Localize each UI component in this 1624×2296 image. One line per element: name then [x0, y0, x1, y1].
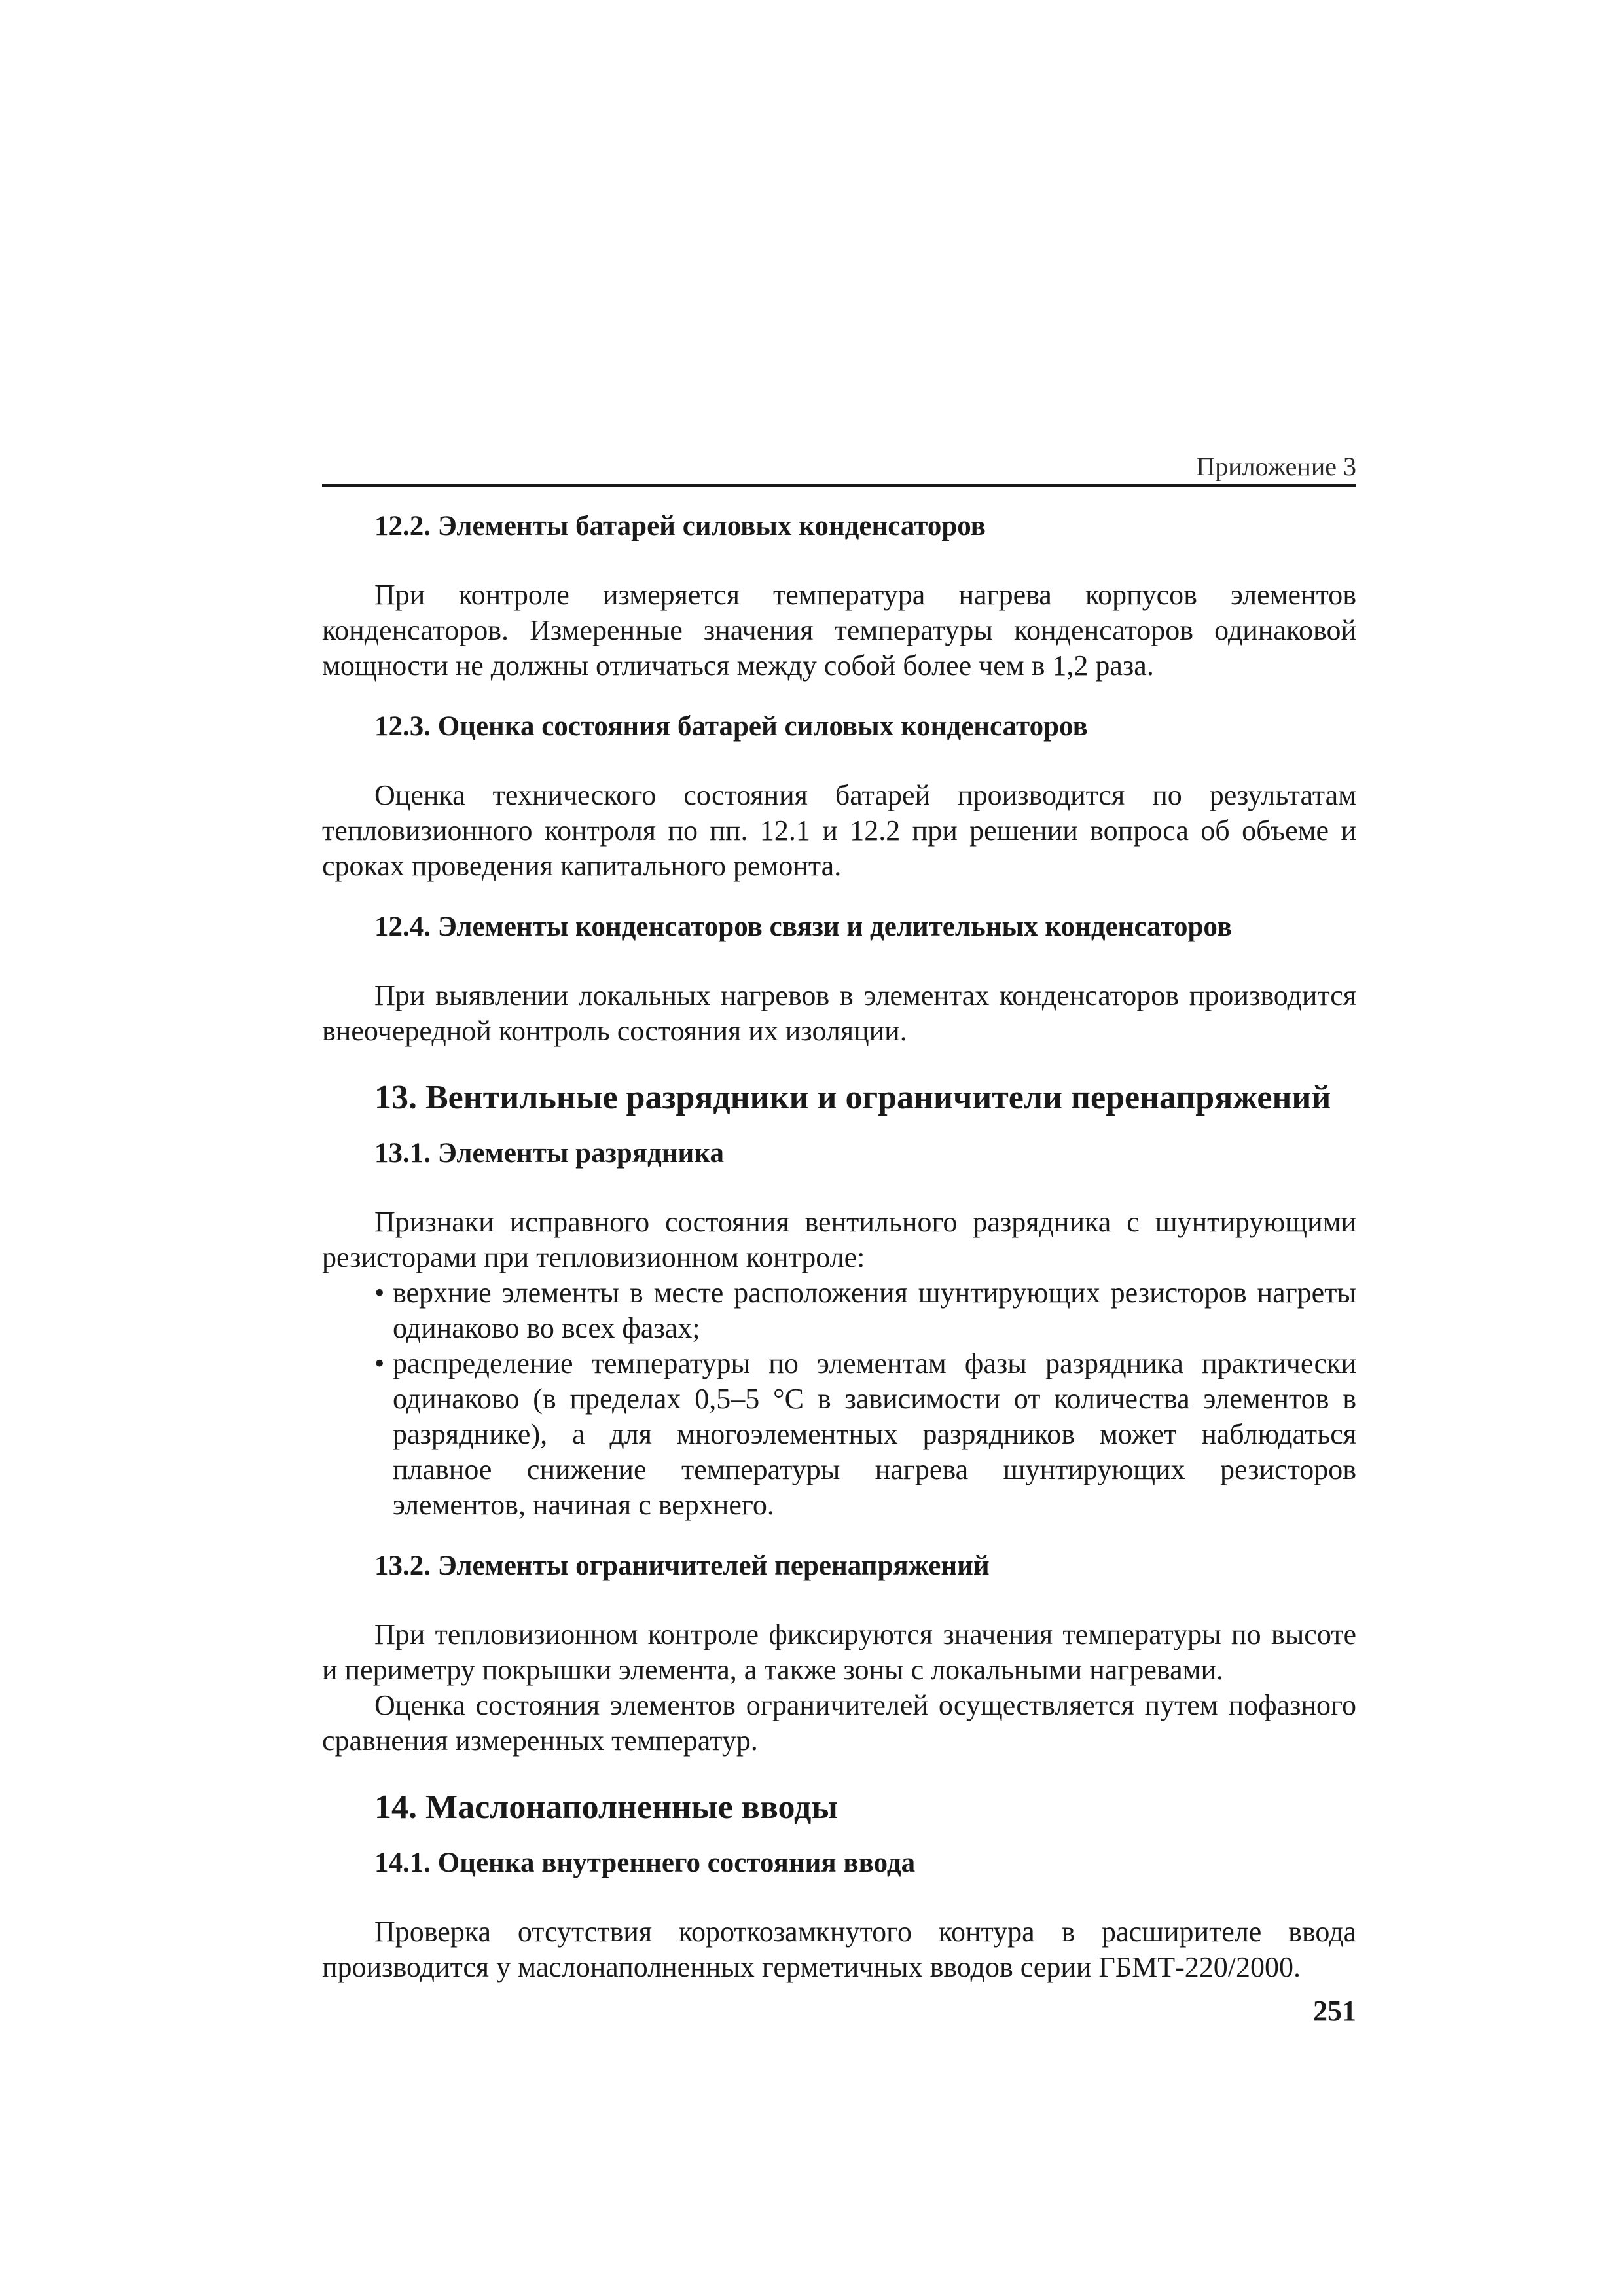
- section-12-2-heading: 12.2. Элементы батарей силовых конденсаторов: [374, 511, 986, 541]
- section-13-2-paragraph-1: При тепловизионном контроле фиксируются значения температуры по высоте и периметру покрышки элемента, а также зоны с локальными нагревами.: [322, 1618, 1356, 1686]
- section-13-1-paragraph: Признаки исправного состояния вентильного разрядника с шунтирующими резисторами при тепловизионном контроле:: [322, 1206, 1356, 1273]
- section-13-1-heading: 13.1. Элементы разрядника: [374, 1138, 724, 1169]
- section-12-3-heading: 12.3. Оценка состояния батарей силовых конденсаторов: [374, 711, 1088, 742]
- bullet-icon: •: [374, 1347, 385, 1379]
- running-header: Приложение 3: [322, 452, 1356, 487]
- list-item-text: распределение температуры по элементам фазы разрядника практически одинаково (в пределах 0,5–5 °С в зависимости от количества элементов в разряднике), а для многоэлементных разрядников может наблюдаться плавное снижение температуры нагрева шунтирующих резисторов элементов, начиная с верхнего.: [393, 1347, 1356, 1521]
- list-item: [374, 1275, 1356, 1346]
- section-14-1-paragraph: Проверка отсутствия короткозамкнутого контура в расширителе ввода производится у маслонаполненных герметичных вводов серии ГБМТ-220/2000.: [322, 1916, 1356, 1983]
- section-13-2-heading: 13.2. Элементы ограничителей перенапряжений: [374, 1550, 990, 1581]
- list-item-text: верхние элементы в месте расположения шунтирующих резисторов нагреты одинаково во всех фазах;: [393, 1277, 1356, 1344]
- section-14-heading: 14. Маслонаполненные вводы: [374, 1789, 838, 1826]
- page-number: 251: [1313, 1995, 1356, 2027]
- section-13-heading: 13. Вентильные разрядники и ограничители перенапряжений: [374, 1079, 1331, 1116]
- list-item: [374, 1346, 1356, 1523]
- bullet-icon: •: [374, 1277, 385, 1309]
- section-13-2-paragraph-2: Оценка состояния элементов ограничителей осуществляется путем пофазного сравнения измеренных температур.: [322, 1689, 1356, 1757]
- section-12-4-paragraph: При выявлении локальных нагревов в элементах конденсаторов производится внеочередной контроль состояния их изоляции.: [322, 979, 1356, 1047]
- section-14-1-heading: 14.1. Оценка внутреннего состояния ввода: [374, 1848, 916, 1878]
- section-12-4-heading: 12.4. Элементы конденсаторов связи и делительных конденсаторов: [374, 911, 1233, 942]
- section-13-1-bullet-list: [322, 1275, 1356, 1523]
- section-12-2-paragraph: При контроле измеряется температура нагрева корпусов элементов конденсаторов. Измеренные значения температуры конденсаторов одинаковой мощности не должны отличаться между собой более чем в 1,2 раза.: [322, 579, 1356, 682]
- document-page: [322, 452, 1356, 2028]
- section-12-3-paragraph: Оценка технического состояния батарей производится по результатам тепловизионного контроля по пп. 12.1 и 12.2 при решении вопроса об объеме и сроках проведения капитального ремонта.: [322, 779, 1356, 882]
